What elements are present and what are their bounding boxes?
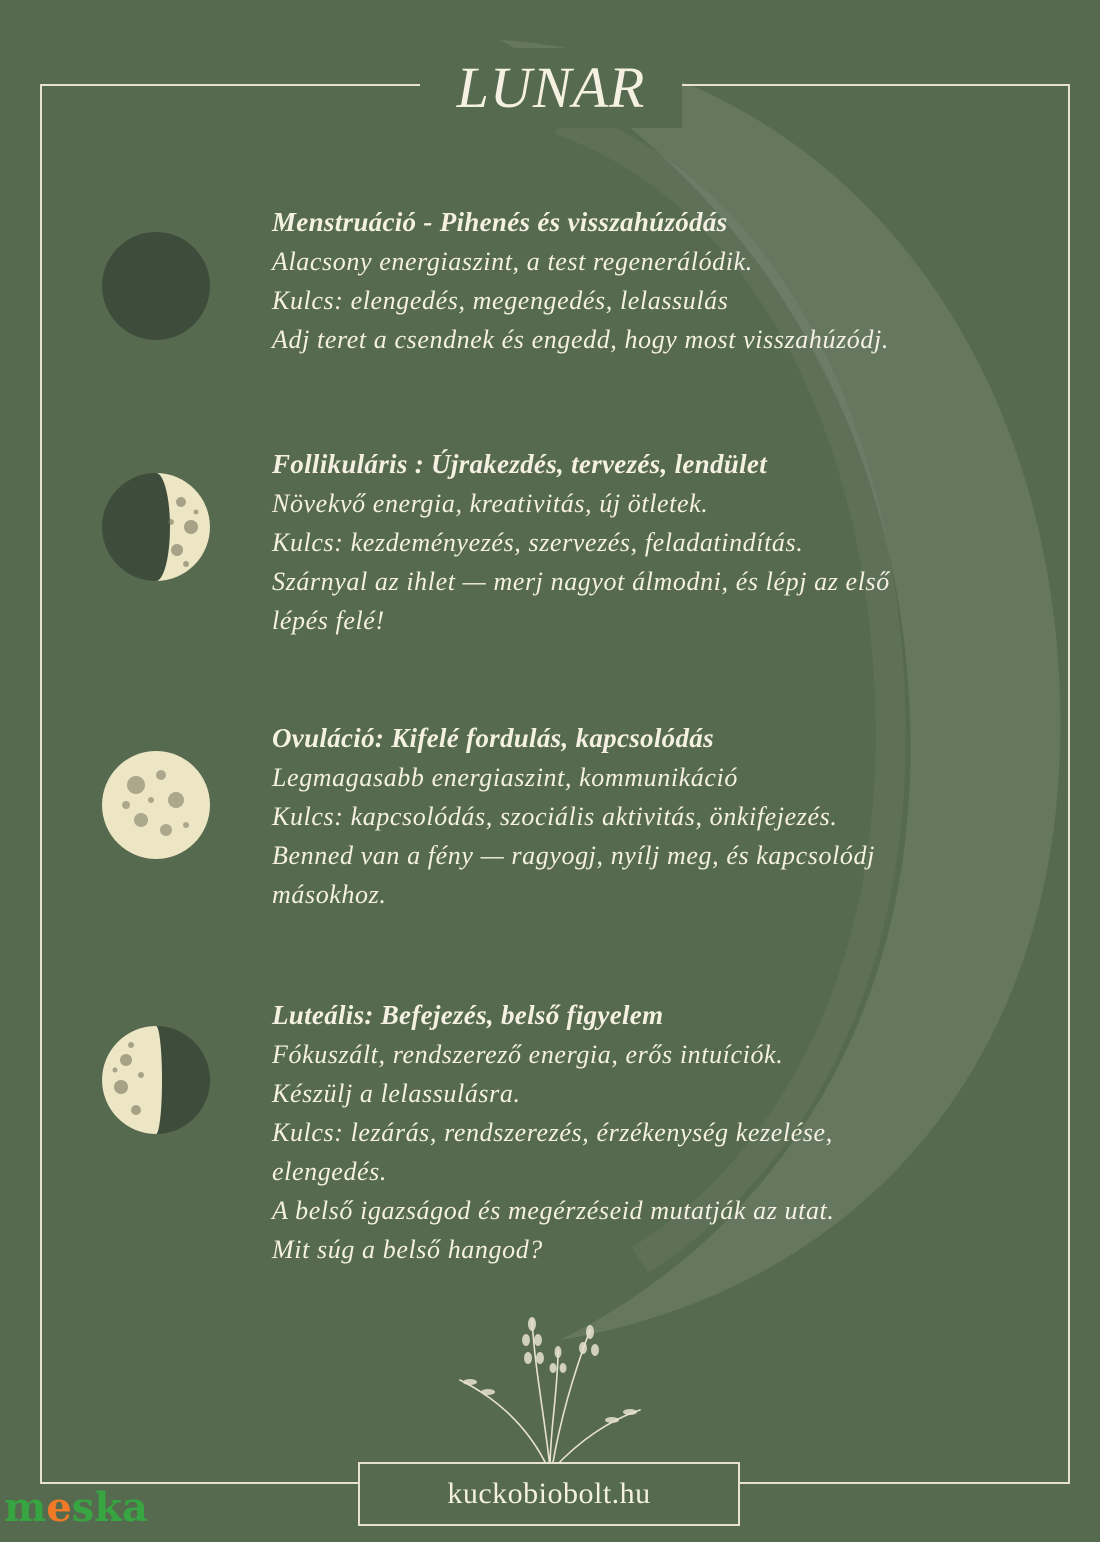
phase-follicular <box>272 444 992 640</box>
page-title: LUNAR <box>456 55 646 120</box>
phase-luteal <box>272 995 992 1269</box>
phase-heading: Luteális: Befejezés, belső figyelem <box>272 1000 664 1030</box>
phase-text-line: Alacsony energiaszint, a test regenerálódik. <box>272 247 753 276</box>
phase-text-line: Növekvő energia, kreativitás, új ötletek. <box>272 489 709 518</box>
phase-text-line: Kulcs: elengedés, megengedés, lelassulás <box>272 286 729 315</box>
phase-text-line: Benned van a fény — ragyogj, nyílj meg, és kapcsolódj <box>272 841 875 870</box>
meska-logo: meska <box>4 1484 148 1531</box>
phase-ovulation <box>272 718 992 914</box>
phase-heading: Follikuláris : Újrakezdés, tervezés, lendület <box>272 449 767 479</box>
lavender-herb-illustration <box>440 1310 660 1470</box>
waning-moon-icon <box>101 1025 211 1135</box>
phase-text-line: Kulcs: kezdeményezés, szervezés, feladatindítás. <box>272 528 804 557</box>
phase-text-line: Szárnyal az ihlet — merj nagyot álmodni, és lépj az első <box>272 567 890 596</box>
new-moon-icon <box>101 231 211 341</box>
website-label: kuckobiobolt.hu <box>358 1462 740 1526</box>
phase-text-line: Legmagasabb energiaszint, kommunikáció <box>272 763 738 792</box>
phase-heading: Menstruáció - Pihenés és visszahúzódás <box>272 207 728 237</box>
waxing-crescent-moon-icon <box>101 472 211 582</box>
phase-heading: Ovuláció: Kifelé fordulás, kapcsolódás <box>272 723 714 753</box>
phase-text-line: Fókuszált, rendszerező energia, erős intuíciók. <box>272 1040 784 1069</box>
phase-text-line: másokhoz. <box>272 880 387 909</box>
phase-text-line: Mit súg a belső hangod? <box>272 1235 543 1264</box>
phase-text-line: A belső igazságod és megérzéseid mutatják az utat. <box>272 1196 835 1225</box>
phase-text-line: Kulcs: kapcsolódás, szociális aktivitás, önkifejezés. <box>272 802 838 831</box>
full-moon-icon <box>101 750 211 860</box>
phase-menstruation <box>272 202 992 359</box>
phase-text-line: Készülj a lelassulásra. <box>272 1079 521 1108</box>
phase-text-line: Kulcs: lezárás, rendszerezés, érzékenység kezelése, <box>272 1118 833 1147</box>
title-container <box>420 48 682 128</box>
phase-text-line: elengedés. <box>272 1157 388 1186</box>
phase-text-line: lépés felé! <box>272 606 385 635</box>
phase-text-line: Adj teret a csendnek és engedd, hogy most visszahúzódj. <box>272 325 889 354</box>
